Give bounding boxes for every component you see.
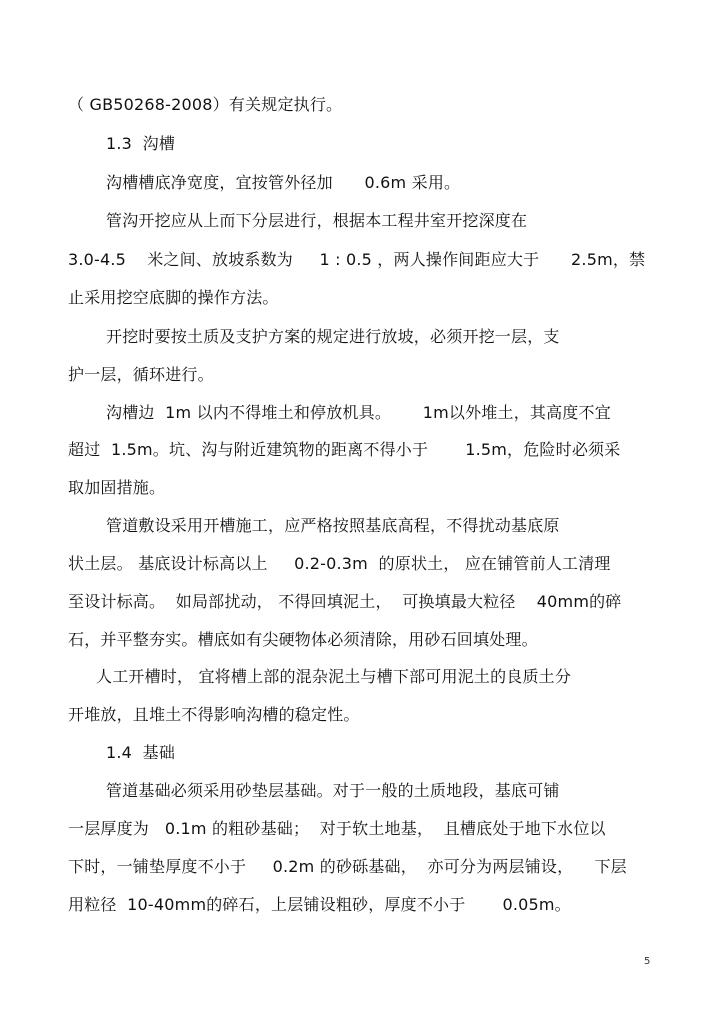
- text-line: 一层厚度为 0.1m 的粗砂基础； 对于软土地基， 且槽底处于地下水位以: [68, 819, 606, 838]
- text-line: 下时，一铺垫厚度不小于 0.2m 的砂砾基础， 亦可分为两层铺设， 下层: [68, 857, 627, 876]
- text-line: 取加固措施。: [68, 478, 166, 497]
- text-line: 管道敷设采用开槽施工，应严格按照基底高程，不得扰动基底原: [106, 516, 560, 535]
- text-line: 人工开槽时， 宜将槽上部的混杂泥土与槽下部可用泥土的良质土分: [96, 667, 572, 686]
- text-line: 至设计标高。 如局部扰动， 不得回填泥土， 可换填最大粒径 40mm的碎: [68, 592, 622, 611]
- text-line: 用粒径 10-40mm的碎石，上层铺设粗砂，厚度不小于 0.05m。: [68, 895, 571, 914]
- text-line: 开堆放，且堆土不得影响沟槽的稳定性。: [68, 705, 360, 724]
- text-line: 超过 1.5m。坑、沟与附近建筑物的距离不得小于 1.5m，危险时必须采: [68, 440, 621, 459]
- section-heading: 1.3 沟槽: [106, 134, 176, 153]
- text-line: 石，并平整夯实。槽底如有尖硬物体必须清除，用砂石回填处理。: [68, 630, 538, 649]
- page-number: 5: [644, 956, 651, 967]
- text-line: 开挖时要按土质及支护方案的规定进行放坡，必须开挖一层，支: [106, 327, 560, 346]
- text-line: 管沟开挖应从上而下分层进行，根据本工程井室开挖深度在: [106, 211, 528, 230]
- text-line: 状土层。 基底设计标高以上 0.2-0.3m 的原状土， 应在铺管前人工清理: [68, 554, 611, 573]
- section-heading: 1.4 基础: [106, 743, 176, 762]
- text-line: 沟槽边 1m 以内不得堆土和停放机具。 1m以外堆土，其高度不宜: [106, 403, 611, 422]
- text-line: 止采用挖空底脚的操作方法。: [68, 288, 279, 307]
- text-line: 护一层，循环进行。: [68, 365, 214, 384]
- text-line: 管道基础必须采用砂垫层基础。对于一般的土质地段，基底可铺: [106, 781, 560, 800]
- text-line: 沟槽槽底净宽度，宜按管外径加 0.6m 采用。: [106, 173, 461, 192]
- text-line: （ GB50268-2008）有关规定执行。: [68, 95, 343, 114]
- text-line: 3.0-4.5 米之间、放坡系数为 1 : 0.5 ，两人操作间距应大于 2.5m，禁: [68, 250, 646, 269]
